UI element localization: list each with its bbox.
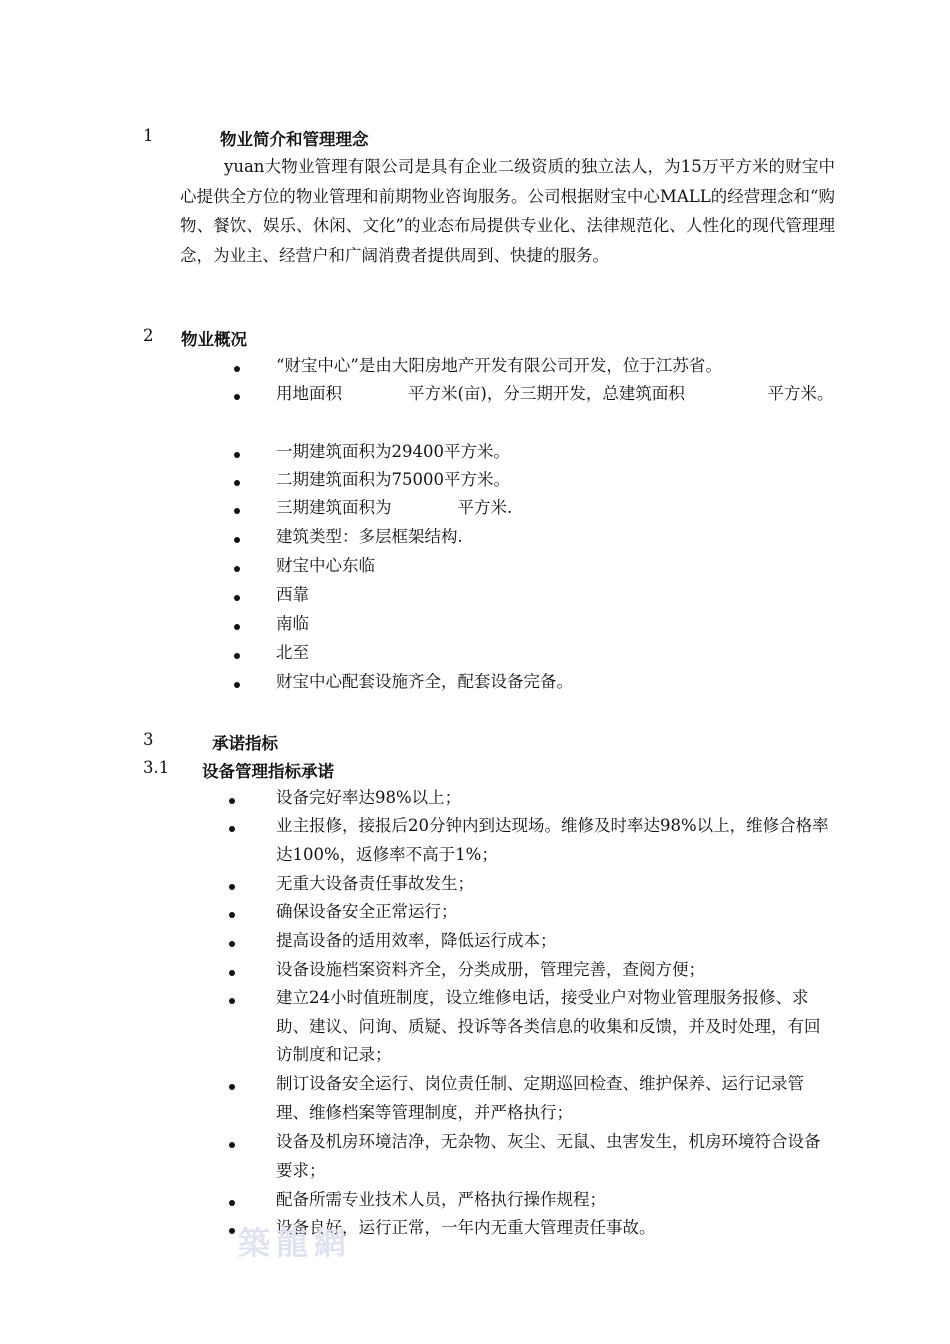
list-item: 配备所需专业技术人员，严格执行操作规程； [276, 1190, 606, 1209]
bullet-icon [229, 884, 235, 890]
list-item: 设备完好率达98%以上； [276, 788, 462, 807]
list-item: 用地面积 平方米(亩)，分三期开发，总建筑面积 平方米。 [276, 384, 834, 403]
section-2-title: 物业概况 [181, 330, 247, 349]
bullet-icon [234, 537, 240, 543]
section-3-1-number: 3.1 [143, 758, 170, 777]
bullet-icon [229, 912, 235, 918]
bullet-icon [234, 682, 240, 688]
section-1-number: 1 [143, 126, 154, 145]
list-item: 二期建筑面积为75000平方米。 [276, 470, 510, 489]
bullet-icon [234, 595, 240, 601]
list-item: 设备良好，运行正常，一年内无重大管理责任事故。 [276, 1218, 656, 1237]
bullet-icon [229, 798, 235, 804]
bullet-icon [234, 508, 240, 514]
list-item: 无重大设备责任事故发生； [276, 874, 474, 893]
list-item: 设备设施档案资料齐全，分类成册，管理完善，查阅方便； [276, 960, 705, 979]
bullet-icon [234, 653, 240, 659]
list-item: 财宝中心东临 [276, 556, 375, 575]
bullet-icon [234, 624, 240, 630]
bullet-icon [229, 1142, 235, 1148]
list-item: “财宝中心”是由大阳房地产开发有限公司开发，位于江苏省。 [276, 356, 722, 375]
section-3-number: 3 [143, 730, 154, 749]
list-item: 南临 [276, 614, 309, 633]
bullet-icon [229, 1084, 235, 1090]
list-item: 北至 [276, 643, 309, 662]
list-item: 设备及机房环境洁净，无杂物、灰尘、无鼠、虫害发生，机房环境符合设备要求； [276, 1132, 821, 1180]
bullet-icon [229, 1228, 235, 1234]
bullet-icon [229, 826, 235, 832]
bullet-icon [234, 394, 240, 400]
bullet-icon [234, 566, 240, 572]
list-item: 确保设备安全正常运行； [276, 902, 458, 921]
list-item: 制订设备安全运行、岗位责任制、定期巡回检查、维护保养、运行记录管理、维修档案等管理制度，并严格执行； [276, 1074, 804, 1122]
bullet-icon [234, 480, 240, 486]
bullet-icon [234, 452, 240, 458]
list-item: 三期建筑面积为 平方米. [276, 498, 513, 517]
list-item: 建立24小时值班制度，设立维修电话，接受业户对物业管理服务报修、求助、建议、问询、质疑、投诉等各类信息的收集和反馈，并及时处理，有回访制度和记录； [276, 988, 821, 1064]
section-3-1-title: 设备管理指标承诺 [202, 762, 334, 781]
list-item: 西靠 [276, 585, 309, 604]
bullet-icon [229, 998, 235, 1004]
bullet-icon [229, 941, 235, 947]
bullet-icon [229, 970, 235, 976]
section-1-title: 物业简介和管理理念 [220, 130, 369, 149]
list-item: 业主报修，接报后20分钟内到达现场。维修及时率达98%以上，维修合格率达100%，返修率不高于1%； [276, 816, 829, 864]
list-item: 财宝中心配套设施齐全，配套设备完备。 [276, 672, 573, 691]
list-item: 建筑类型：多层框架结构. [276, 527, 463, 546]
bullet-icon [234, 366, 240, 372]
section-3-title: 承诺指标 [212, 734, 278, 753]
section-2-number: 2 [143, 326, 154, 345]
bullet-icon [229, 1200, 235, 1206]
list-item: 一期建筑面积为29400平方米。 [276, 442, 510, 461]
section-1-paragraph: yuan大物业管理有限公司是具有企业二级资质的独立法人，为15万平方米的财宝中心提供全方位的物业管理和前期物业咨询服务。公司根据财宝中心MALL的经营理念和“购物、餐饮、娱乐、休闲、文化”的业态布局提供专业化、法律规范化、人性化的现代管理理念，为业主、经营户和广阔消费者提供周到、快捷的服务。 [180, 157, 835, 265]
list-item: 提高设备的适用效率，降低运行成本； [276, 931, 557, 950]
watermark: 築龍網 [238, 1224, 353, 1262]
